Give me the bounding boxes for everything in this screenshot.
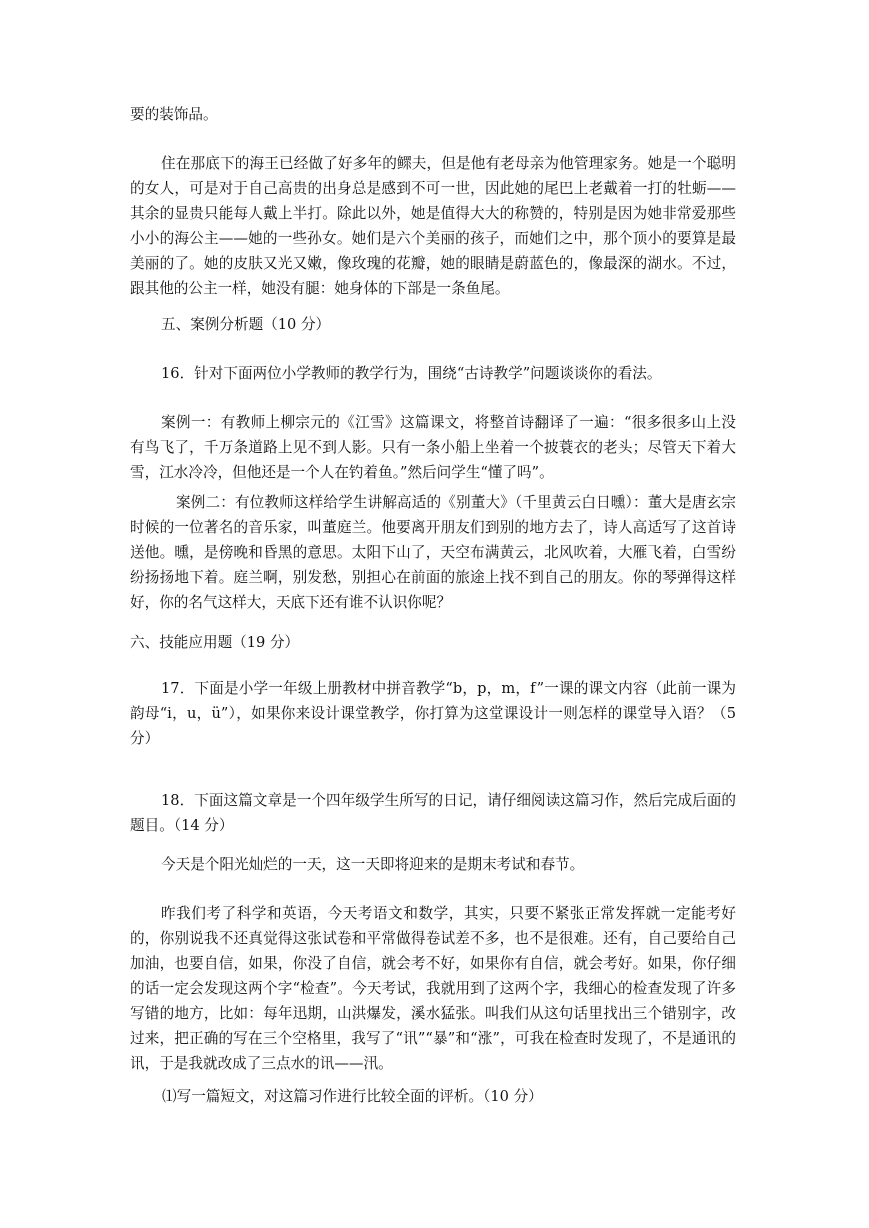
section-heading-case-analysis: 五、案例分析题（10 分） (161, 316, 331, 333)
paragraph-sea-king: 住在那底下的海王已经做了好多年的鳏夫，但是他有老母亲为他管理家务。她是一个聪明的女人，可是对于自己高贵的出身总是感到不可一世，因此她的尾巴上老戴着一打的牡蛎——其余的显贵只能每人戴上半打。除此以外，她是值得大大的称赞的，特别是因为她非常爱那些小小的海公主——她的一些孙女。她们是六个美丽的孩子，而她们之中，那个顶小的要算是最美丽的了。她的皮肤又光又嫩，像玫瑰的花瓣，她的眼睛是蔚蓝色的，像最深的湖水。不过，跟其他的公主一样，她没有腿：她身体的下部是一条鱼尾。 (130, 155, 736, 297)
diary-paragraph-2: 昨我们考了科学和英语，今天考语文和数学，其实，只要不紧张正常发挥就一定能考好的，你别说我不还真觉得这张试卷和平常做得卷试差不多，也不是很难。还有，自己要给自己加油，也要自信，如果，你没了自信，就会考不好，如果你有自信，就会考好。如果，你仔细的话一定会发现这两个字“检查”。今天考试，我就用到了这两个字，我细心的检查发现了许多写错的地方，比如：每年迅期，山洪爆发，溪水猛张。叫我们从这句话里找出三个错别字，改过来，把正确的写在三个空格里，我写了“讯”“暴”和“涨”，可我在检查时发现了，不是通讯的讯，于是我就改成了三点水的讯——汛。 (130, 905, 736, 1072)
question-16: 16．针对下面两位小学教师的教学行为，围绕“古诗教学”问题谈谈你的看法。 (161, 365, 662, 382)
diary-paragraph-1: 今天是个阳光灿烂的一天，这一天即将迎来的是期末考试和春节。 (161, 856, 585, 873)
question-18: 18．下面这篇文章是一个四年级学生所写的日记，请仔细阅读这篇习作，然后完成后面的题目。（14 分） (130, 792, 736, 834)
question-17: 17．下面是小学一年级上册教材中拼音教学“b，p，m，f”一课的课文内容（此前一课为韵母“i，u，ü”），如果你来设计课堂教学，你打算为这堂课设计一则怎样的课堂导入语？（5 分） (130, 680, 736, 747)
case-one: 案例一：有教师上柳宗元的《江雪》这篇课文，将整首诗翻译了一遍：“很多很多山上没有鸟飞了，千万条道路上见不到人影。只有一条小船上坐着一个披蓑衣的老头；尽管天下着大雪，江水冷冷，但他还是一个人在钓着鱼。”然后问学生“懂了吗”。 (130, 414, 736, 481)
paragraph-continuation: 要的装饰品。 (130, 106, 218, 123)
case-two: 案例二：有位教师这样给学生讲解高适的《别董大》（千里黄云白日曛）：董大是唐玄宗时候的一位著名的音乐家，叫董庭兰。他要离开朋友们到别的地方去了，诗人高适写了这首诗送他。曛，是傍晚和昏黑的意思。太阳下山了，天空布满黄云，北风吹着，大雁飞着，白雪纷纷扬扬地下着。庭兰啊，别发愁，别担心在前面的旅途上找不到自己的朋友。你的琴弹得这样好，你的名气这样大，天底下还有谁不认识你呢？ (130, 494, 736, 611)
section-heading-skill-application: 六、技能应用题（19 分） (130, 634, 300, 651)
question-18-sub-1: ⑴写一篇短文，对这篇习作进行比较全面的评析。（10 分） (162, 1088, 543, 1105)
